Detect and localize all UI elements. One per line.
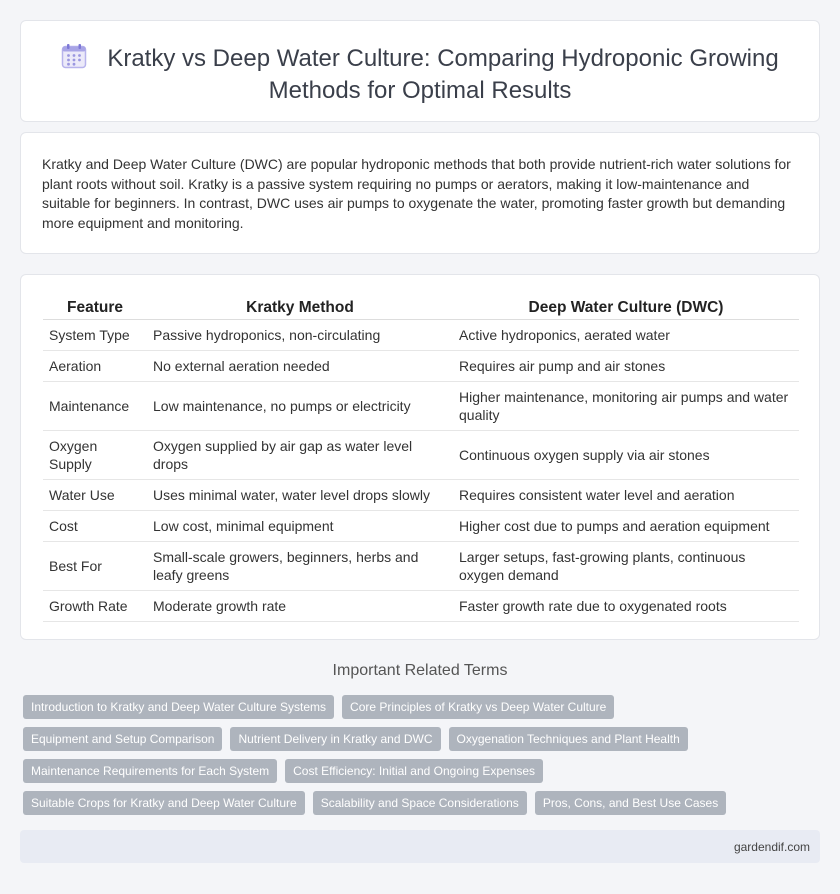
related-term-tag[interactable]: Introduction to Kratky and Deep Water Culture Systems bbox=[23, 695, 334, 719]
cell-feature: System Type bbox=[43, 319, 147, 350]
table-row bbox=[43, 350, 799, 381]
table-row bbox=[43, 510, 799, 541]
related-term-tag[interactable]: Cost Efficiency: Initial and Ongoing Expenses bbox=[285, 759, 543, 783]
cell-feature: Cost bbox=[43, 510, 147, 541]
cell-dwc: Requires consistent water level and aeration bbox=[453, 479, 799, 510]
calendar-icon bbox=[61, 43, 87, 76]
table-row bbox=[43, 541, 799, 590]
table-row bbox=[43, 590, 799, 621]
footer-site-link[interactable]: gardendif.com bbox=[733, 840, 810, 854]
table-row bbox=[43, 381, 799, 430]
header-kratky: Kratky Method bbox=[147, 295, 453, 319]
cell-feature: Oxygen Supply bbox=[43, 430, 147, 479]
cell-kratky: Uses minimal water, water level drops slowly bbox=[147, 479, 453, 510]
cell-kratky: Low maintenance, no pumps or electricity bbox=[147, 381, 453, 430]
related-terms-tags bbox=[23, 695, 823, 823]
related-term-tag[interactable]: Equipment and Setup Comparison bbox=[23, 727, 222, 751]
related-term-tag[interactable]: Scalability and Space Considerations bbox=[313, 791, 527, 815]
cell-dwc: Faster growth rate due to oxygenated roots bbox=[453, 590, 799, 621]
table-row bbox=[43, 319, 799, 350]
cell-dwc: Higher cost due to pumps and aeration equipment bbox=[453, 510, 799, 541]
cell-dwc: Higher maintenance, monitoring air pumps and water quality bbox=[453, 381, 799, 430]
cell-dwc: Continuous oxygen supply via air stones bbox=[453, 430, 799, 479]
related-term-tag[interactable]: Nutrient Delivery in Kratky and DWC bbox=[230, 727, 440, 751]
title-line-2: Methods for Optimal Results bbox=[268, 77, 572, 104]
table-header-row bbox=[43, 295, 799, 319]
title-line-1: Kratky vs Deep Water Culture: Comparing Hydroponic Growing bbox=[107, 45, 779, 72]
cell-kratky: Moderate growth rate bbox=[147, 590, 453, 621]
related-term-tag[interactable]: Oxygenation Techniques and Plant Health bbox=[449, 727, 688, 751]
page-title bbox=[21, 43, 819, 105]
table-row bbox=[43, 430, 799, 479]
cell-kratky: Oxygen supplied by air gap as water level drops bbox=[147, 430, 453, 479]
related-term-tag[interactable]: Pros, Cons, and Best Use Cases bbox=[535, 791, 726, 815]
cell-dwc: Requires air pump and air stones bbox=[453, 350, 799, 381]
cell-feature: Maintenance bbox=[43, 381, 147, 430]
related-term-tag[interactable]: Suitable Crops for Kratky and Deep Water Culture bbox=[23, 791, 305, 815]
cell-kratky: Small-scale growers, beginners, herbs and leafy greens bbox=[147, 541, 453, 590]
related-term-tag[interactable]: Core Principles of Kratky vs Deep Water Culture bbox=[342, 695, 614, 719]
comparison-table-card bbox=[20, 274, 820, 640]
cell-feature: Aeration bbox=[43, 350, 147, 381]
cell-dwc: Active hydroponics, aerated water bbox=[453, 319, 799, 350]
cell-dwc: Larger setups, fast-growing plants, continuous oxygen demand bbox=[453, 541, 799, 590]
related-terms-heading: Important Related Terms bbox=[332, 662, 508, 679]
cell-feature: Best For bbox=[43, 541, 147, 590]
related-term-tag[interactable]: Maintenance Requirements for Each System bbox=[23, 759, 277, 783]
intro-paragraph: Kratky and Deep Water Culture (DWC) are popular hydroponic methods that both provide nutrient-rich water solutions for plant roots without soil. Kratky is a passive system requiring no pumps or aerators, making it low-maintenance and suitable for beginners. In contrast, DWC uses air pumps to oxygenate the water, promoting faster growth but demanding more equipment and monitoring. bbox=[42, 156, 791, 231]
title-card bbox=[20, 20, 820, 122]
header-dwc: Deep Water Culture (DWC) bbox=[453, 295, 799, 319]
cell-feature: Growth Rate bbox=[43, 590, 147, 621]
cell-kratky: Low cost, minimal equipment bbox=[147, 510, 453, 541]
header-feature: Feature bbox=[43, 295, 147, 319]
intro-card bbox=[20, 132, 820, 254]
footer bbox=[20, 830, 820, 863]
cell-kratky: No external aeration needed bbox=[147, 350, 453, 381]
cell-kratky: Passive hydroponics, non-circulating bbox=[147, 319, 453, 350]
table-row bbox=[43, 479, 799, 510]
cell-feature: Water Use bbox=[43, 479, 147, 510]
comparison-table bbox=[43, 295, 799, 622]
